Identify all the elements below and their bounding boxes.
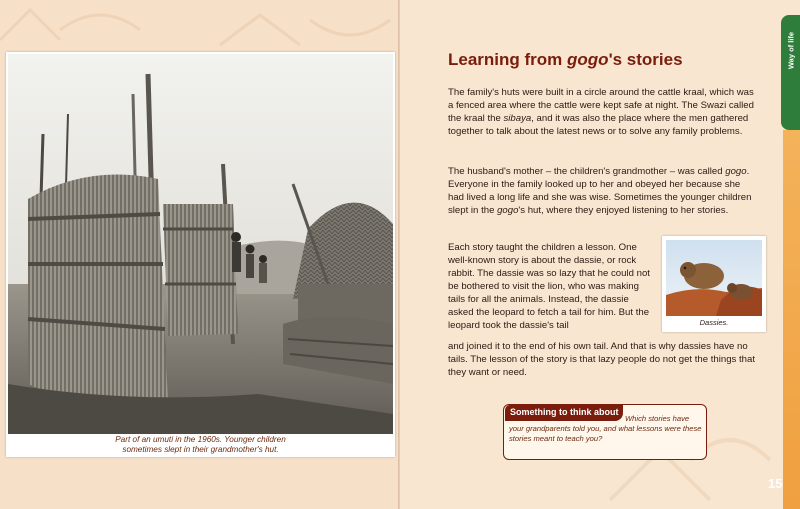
paragraph-kraal [448, 86, 758, 138]
p2-text-a: The husband's mother – the children's grandmother – was called [448, 166, 726, 177]
p2-emph-2: gogo [497, 205, 519, 216]
paragraph-gogo [448, 165, 758, 217]
p2-text-c: 's hut, where they enjoyed listening to her stories. [518, 205, 729, 216]
page-title-prefix: Learning from [448, 50, 568, 69]
umuti-photo [8, 54, 393, 434]
page-title-suffix: 's stories [608, 50, 683, 69]
dassie-caption: Dassies. [699, 318, 729, 327]
think-about-question: Which stories have your grandparents told you, and what lessons were these stories meant to teach you? [509, 414, 702, 443]
photo-caption-line-1: Part of an umuti in the 1960s. Younger children [115, 435, 286, 444]
page-title [448, 50, 683, 70]
paragraph-dassie-story: Each story taught the children a lesson. One well-known story is about the dassie, or rock rabbit. The dassie was so lazy that he could not be bothered to visit the lion, who was making tails for all the animals. Instead, the dassie asked the leopard to fetch a tail for him. But the leopard took the dassie's tail [448, 242, 650, 331]
dassie-photo-frame [662, 236, 766, 332]
page-number: 15 [768, 476, 783, 491]
p2-text-b: . Everyone in the family looked up to her and obeyed her because she had lived a long life and she was wise. Sometimes the younger children slept in the [448, 166, 752, 216]
p1-text-a: The family's huts were built in a circle around the cattle kraal, which was a fenced area where the cattle were kept safe at night. The Swazi called the kraal the [448, 87, 754, 124]
orange-edge-band [783, 130, 800, 509]
photo-caption [6, 435, 395, 455]
p1-emph: sibaya [503, 113, 532, 124]
think-about-title: Something to think about [510, 407, 619, 417]
dassie-photo [666, 240, 762, 316]
photo-caption-line-2: sometimes slept in their grandmother's hut. [122, 445, 279, 454]
decorative-pattern-top-left [0, 0, 400, 52]
section-side-tab-label: Way of life [786, 31, 796, 70]
paragraph-dassie-lesson: and joined it to the end of his own tail. And that is why dassies have no tails. The lesson of the story is that lazy people do not get the things that they want or need. [448, 341, 756, 378]
p2-emph-1: gogo [725, 166, 747, 177]
umuti-photo-frame [6, 52, 395, 457]
p1-text-b: , and it was also the place where the men gathered together to talk about the latest news or to solve any family problems. [448, 113, 749, 137]
page-title-emph: gogo [567, 50, 609, 69]
